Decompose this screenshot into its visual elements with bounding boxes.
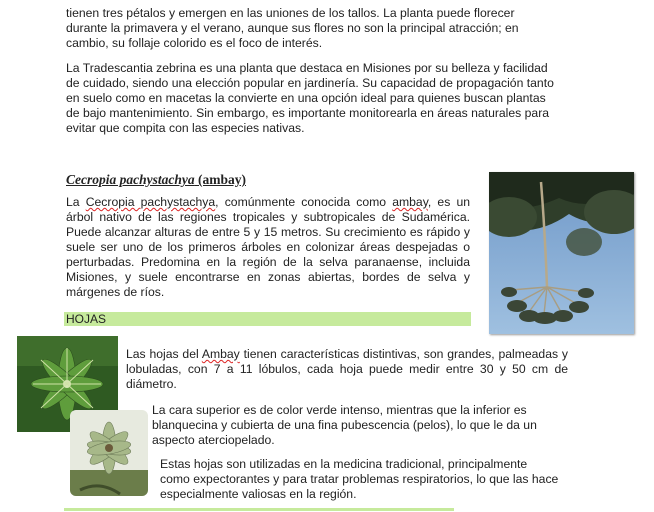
hojas-heading: HOJAS xyxy=(64,312,471,326)
hojas-p1-text-a: Las hojas del xyxy=(126,347,202,361)
section-description xyxy=(66,195,470,300)
section-title xyxy=(66,172,246,187)
desc-text-a: La xyxy=(66,195,86,209)
desc-text-b: , comúnmente conocida como xyxy=(215,195,393,209)
desc-text-c: , es un árbol nativo de las regiones tropicales y subtropicales de Sudamérica. Puede alcanzar alturas de entre 5 y 15 metros. Su crecimiento es rápido y suele ser uno de los primeros árboles en colonizar áreas despejadas o perturbadas. Predomina en la región de la selva paranaense, incluida Misiones, y suele encontrarse en zonas abiertas, bordes de selva y márgenes de ríos. xyxy=(66,195,471,299)
ambay-leaf-underside-photo xyxy=(70,410,148,496)
hojas-p1-ambay: Ambay xyxy=(201,347,240,361)
bottom-divider xyxy=(64,508,454,511)
title-scientific-name: Cecropia pachystachya xyxy=(66,172,195,187)
hojas-paragraph-1 xyxy=(126,347,568,392)
intro-paragraph-2: La Tradescantia zebrina es una planta que destaca en Misiones por su belleza y facilidad de cuidado, siendo una elección popular en jardinería. Su capacidad de propagación tanto en suelo como en macetas la convierte en una opción ideal para quienes buscan plantas de bajo mantenimiento. Sin embargo, es importante monitorearla en áreas naturales para evitar que compita con las especies nativas. xyxy=(66,61,554,135)
desc-scientific-name: Cecropia pachystachya xyxy=(85,195,216,209)
hojas-paragraph-3: Estas hojas son utilizadas en la medicina tradicional, principalmente como expectorantes y para tratar problemas respiratorios, lo que las hace especialmente valiosas en la región. xyxy=(160,457,559,501)
desc-ambay: ambay xyxy=(392,195,428,209)
hojas-paragraph-2: La cara superior es de color verde intenso, mientras que la inferior es blanquecina y cubierta de una fina pubescencia (pelos), lo que le da un aspecto aterciopelado. xyxy=(152,403,537,447)
title-common-name: (ambay) xyxy=(197,172,246,187)
intro-paragraph-1: tienen tres pétalos y emergen en las uniones de los tallos. La planta puede florecer durante la primavera y el verano, aunque sus flores no son la principal atracción; en cambio, su follaje colorido es el foco de interés. xyxy=(66,6,519,50)
ambay-tree-photo xyxy=(489,172,634,334)
hojas-p1-text-b: tienen características distintivas, son grandes, palmeadas y lobuladas, con 7 a 11 lóbulos, cada hoja puede medir entre 30 y 50 cm de diámetro. xyxy=(126,347,568,391)
